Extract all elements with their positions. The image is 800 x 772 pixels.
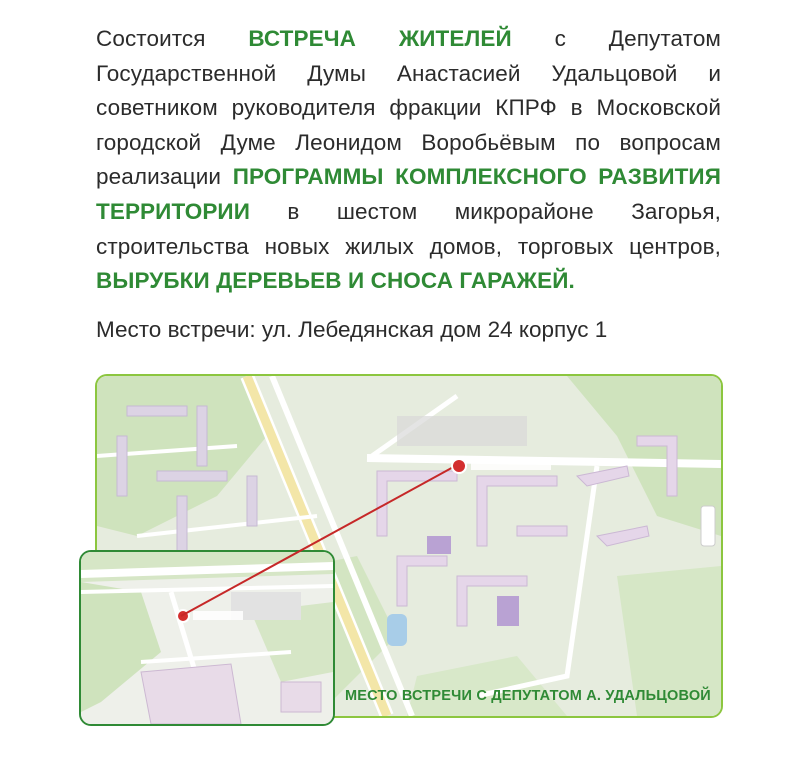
highlight-program: ПРОГРАММЫ КОМПЛЕКСНОГО РАЗВИТИЯ ТЕРРИТОРИИ: [96, 164, 721, 224]
inset-map[interactable]: [79, 550, 335, 726]
announcement-text: [96, 22, 721, 299]
announcement-part-3: в шестом микрорайоне Загорья, строительства новых жилых домов, торговых центров,: [96, 198, 721, 259]
announcement-part-2: с Депутатом Государственной Думы Анастасией Удальцовой и советником руководителя фракции КПРФ в Московской городской Думе Леонидом Воробьёвым по вопросам реализации: [96, 26, 722, 190]
map-caption: МЕСТО ВСТРЕЧИ С ДЕПУТАТОМ А. УДАЛЬЦОВОЙ: [345, 688, 711, 704]
meeting-place: Место встречи: ул. Лебедянская дом 24 корпус 1: [96, 317, 608, 342]
inset-map-graphic: [81, 552, 333, 724]
announcement-part-1: Состоится: [96, 26, 249, 51]
highlight-trees: ВЫРУБКИ ДЕРЕВЬЕВ И СНОСА ГАРАЖЕЙ.: [96, 268, 575, 294]
map-pin-icon[interactable]: [451, 458, 467, 474]
highlight-meeting: ВСТРЕЧА ЖИТЕЛЕЙ: [248, 26, 512, 51]
